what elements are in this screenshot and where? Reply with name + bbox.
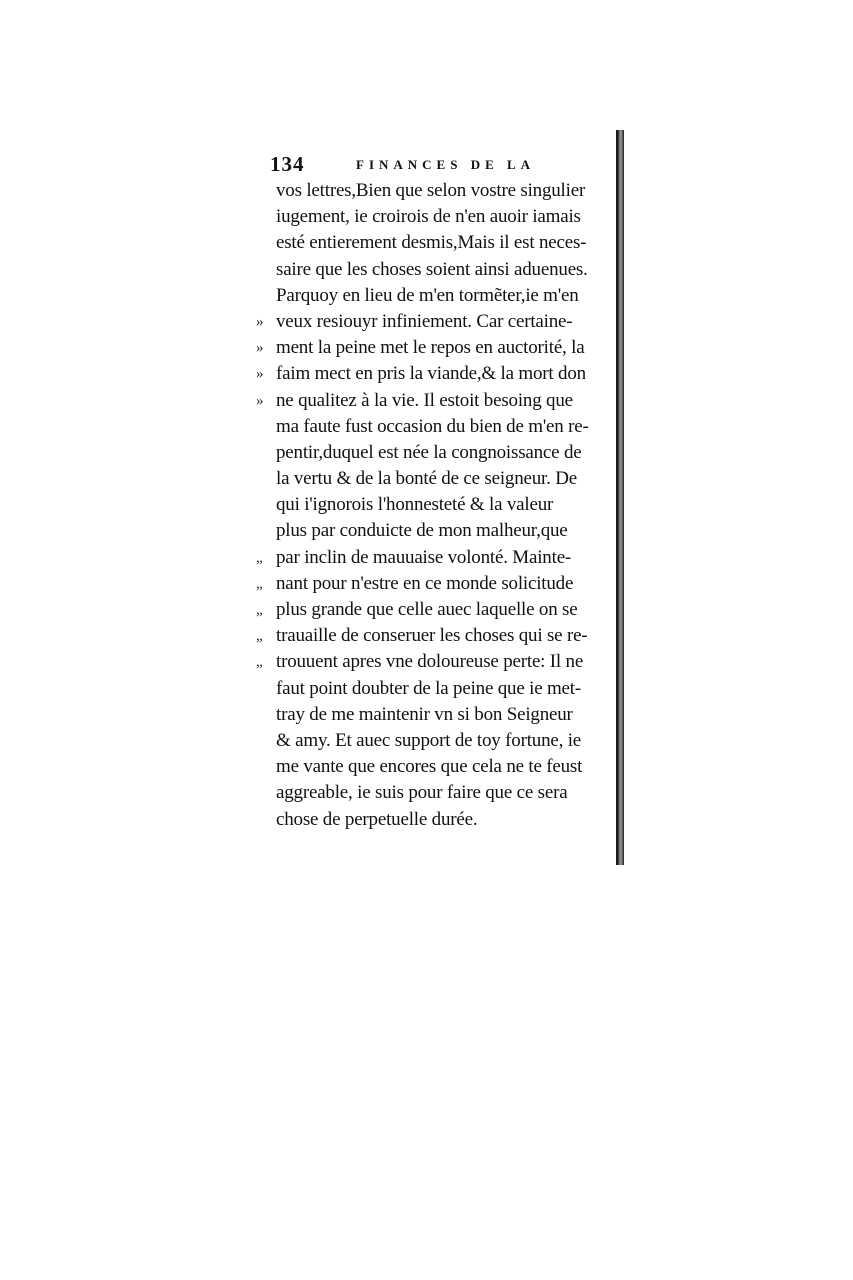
- line-text: ne qualitez à la vie. Il estoit besoing que: [276, 389, 573, 411]
- line-text: trouuent apres vne doloureuse perte: Il ne: [276, 651, 584, 673]
- line-text: chose de perpetuelle durée.: [276, 808, 478, 830]
- line-text: veux resiouyr infiniement. Car certaine-: [276, 310, 573, 332]
- text-line: [256, 754, 616, 780]
- line-text: qui i'ignorois l'honnesteté & la valeur: [276, 494, 554, 516]
- text-line: [256, 361, 616, 387]
- body-text: [256, 178, 616, 833]
- line-text: vos lettres,Bien que selon vostre singulier: [276, 180, 586, 201]
- line-text: la vertu & de la bonté de ce seigneur. De: [276, 468, 577, 490]
- line-text: faut point doubter de la peine que ie met-: [276, 677, 581, 699]
- line-text: nant pour n'estre en ce monde solicitude: [276, 572, 574, 594]
- quote-mark: „: [256, 654, 263, 671]
- quote-mark: „: [256, 549, 263, 566]
- text-line: [256, 414, 616, 440]
- text-line: [256, 283, 616, 309]
- quote-mark: »: [256, 366, 264, 383]
- line-text: saire que les choses soient ainsi aduenues.: [276, 258, 588, 280]
- page-binding-edge: [616, 130, 624, 865]
- text-line: [256, 807, 616, 833]
- text-line: [256, 178, 616, 204]
- line-text: ma faute fust occasion du bien de m'en re-: [276, 415, 589, 437]
- text-line: [256, 309, 616, 335]
- quote-mark: »: [256, 340, 264, 357]
- line-text: pentir,duquel est née la congnoissance de: [276, 441, 582, 463]
- text-line: [256, 597, 616, 623]
- text-line: [256, 257, 616, 283]
- line-text: Parquoy en lieu de m'en tormẽter,ie m'en: [276, 284, 579, 306]
- text-line: [256, 545, 616, 571]
- line-text: plus par conduicte de mon malheur,que: [276, 520, 568, 542]
- line-text: iugement, ie croirois de n'en auoir iamais: [276, 206, 581, 228]
- text-line: [256, 518, 616, 544]
- text-line: [256, 728, 616, 754]
- text-line: [256, 649, 616, 675]
- line-text: esté entierement desmis,Mais il est neces-: [276, 232, 587, 254]
- line-text: tray de me maintenir vn si bon Seigneur: [276, 703, 573, 725]
- text-line: [256, 676, 616, 702]
- quote-mark: „: [256, 575, 263, 592]
- page-number: 134: [270, 152, 305, 176]
- text-line: [256, 388, 616, 414]
- quote-mark: „: [256, 628, 263, 645]
- quote-mark: »: [256, 392, 264, 409]
- text-line: [256, 780, 616, 806]
- line-text: trauaille de conseruer les choses qui se re-: [276, 625, 588, 647]
- quote-mark: „: [256, 602, 263, 618]
- line-text: & amy. Et auec support de toy fortune, ie: [276, 729, 582, 751]
- line-text: plus grande que celle auec laquelle on se: [276, 599, 578, 620]
- text-line: [256, 702, 616, 728]
- quote-mark: »: [256, 313, 264, 330]
- page-header: [270, 152, 610, 180]
- line-text: par inclin de mauuaise volonté. Mainte-: [276, 546, 572, 568]
- line-text: ment la peine met le repos en auctorité, la: [276, 337, 585, 359]
- line-text: faim mect en pris la viande,& la mort don: [276, 363, 586, 385]
- text-line: [256, 230, 616, 256]
- text-line: [256, 440, 616, 466]
- text-line: [256, 492, 616, 518]
- line-text: me vante que encores que cela ne te feust: [276, 756, 583, 778]
- text-line: [256, 571, 616, 597]
- running-title: FINANCES DE LA: [356, 157, 536, 172]
- text-line: [256, 204, 616, 230]
- text-line: [256, 623, 616, 649]
- text-line: [256, 335, 616, 361]
- text-line: [256, 466, 616, 492]
- line-text: aggreable, ie suis pour faire que ce sera: [276, 782, 568, 804]
